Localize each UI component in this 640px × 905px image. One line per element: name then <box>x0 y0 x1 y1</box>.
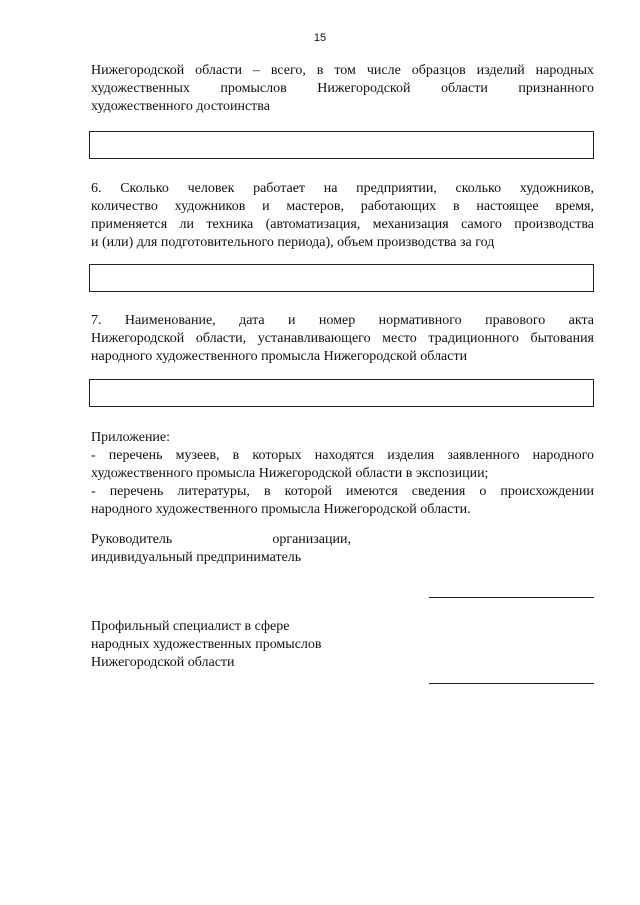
head-title-word: организации, <box>272 532 351 547</box>
appendix-line: художественного промысла Нижегородской области в экспозиции; <box>91 466 489 481</box>
head-signature-line[interactable] <box>429 597 594 598</box>
item6-line: и (или) для подготовительного периода), объем производства за год <box>91 235 495 250</box>
appendix <box>91 429 594 519</box>
head-title-line: индивидуальный предприниматель <box>91 550 302 565</box>
appendix-line: - перечень музеев, в которых находятся изделия заявленного народного <box>91 448 594 463</box>
item6-paragraph <box>91 180 594 252</box>
item6-line: 6. Сколько человек работает на предприятии, сколько художников, <box>91 181 594 196</box>
intro-line: художественных промыслов Нижегородской области признанного <box>91 81 594 96</box>
item6-answer-field[interactable] <box>89 264 594 292</box>
item7-line: народного художественного промысла Нижегородской области <box>91 349 468 364</box>
specialist-title-line: народных художественных промыслов <box>91 637 322 652</box>
item7-answer-field[interactable] <box>89 379 594 407</box>
appendix-line: - перечень литературы, в которой имеются сведения о происхождении <box>91 484 594 499</box>
specialist-signature-line[interactable] <box>429 683 594 684</box>
page-number: 15 <box>313 32 327 44</box>
item7-line: Нижегородской области, устанавливающего место традиционного бытования <box>91 331 594 346</box>
item7-line: 7. Наименование, дата и номер нормативного правового акта <box>91 313 594 328</box>
intro-line: художественного достоинства <box>91 99 270 114</box>
specialist-title-line: Нижегородской области <box>91 655 235 670</box>
intro-line: Нижегородской области – всего, в том числе образцов изделий народных <box>91 63 594 78</box>
item6-line: количество художников и мастеров, работающих в настоящее время, <box>91 199 594 214</box>
appendix-line: народного художественного промысла Нижегородской области. <box>91 502 471 517</box>
item6-line: применяется ли техника (автоматизация, механизация самого производства <box>91 217 594 232</box>
specialist-title-line: Профильный специалист в сфере <box>91 619 290 634</box>
item7-paragraph <box>91 312 594 366</box>
intro-answer-field[interactable] <box>89 131 594 159</box>
appendix-title: Приложение: <box>91 430 171 445</box>
head-title-word: Руководитель <box>91 532 173 547</box>
head-signature-label <box>91 531 351 567</box>
intro-paragraph <box>91 62 594 116</box>
specialist-signature-label <box>91 618 322 672</box>
